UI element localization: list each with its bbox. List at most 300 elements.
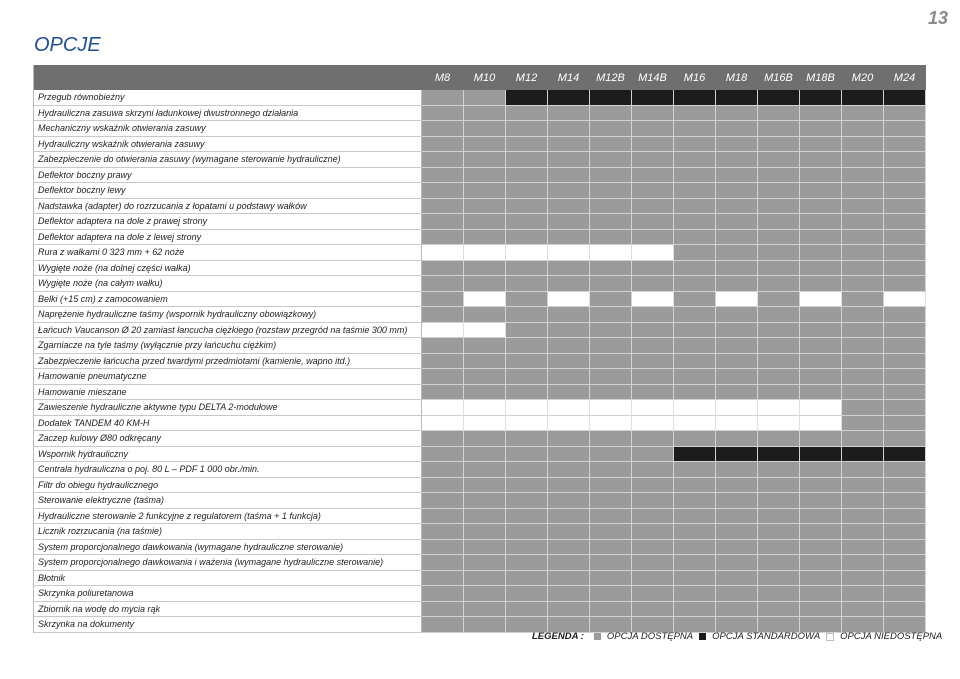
page-title: OPCJE: [34, 34, 101, 56]
option-cell-available: [548, 354, 590, 370]
option-cell-available: [590, 509, 632, 525]
option-cell-available: [506, 214, 548, 230]
option-cell-available: [590, 199, 632, 215]
option-cell-available: [506, 152, 548, 168]
option-cell-available: [674, 431, 716, 447]
option-cell-standard: [674, 447, 716, 463]
model-header-m14b: M14B: [632, 65, 674, 90]
table-row: [34, 354, 926, 370]
option-cell-available: [842, 183, 884, 199]
option-cell-available: [842, 152, 884, 168]
option-cell-standard: [842, 90, 884, 106]
option-label: Hamowanie mieszane: [34, 385, 422, 401]
option-cell-available: [590, 431, 632, 447]
legend-label-available: OPCJA DOSTĘPNA: [606, 631, 694, 642]
option-cell-available: [590, 524, 632, 540]
option-cell-available: [674, 292, 716, 308]
option-cell-available: [632, 121, 674, 137]
option-cell-available: [758, 245, 800, 261]
option-cell-available: [632, 276, 674, 292]
table-row: [34, 214, 926, 230]
table-row: [34, 121, 926, 137]
option-cell-standard: [632, 90, 674, 106]
option-cell-available: [632, 571, 674, 587]
option-cell-available: [506, 168, 548, 184]
option-cell-available: [884, 555, 926, 571]
option-cell-available: [674, 323, 716, 339]
option-cell-available: [422, 261, 464, 277]
table-row: [34, 199, 926, 215]
option-cell-available: [422, 617, 464, 633]
option-cell-available: [884, 230, 926, 246]
option-cell-available: [464, 617, 506, 633]
option-cell-available: [548, 540, 590, 556]
option-cell-available: [506, 276, 548, 292]
option-cell-available: [548, 431, 590, 447]
model-header-m8: M8: [422, 65, 464, 90]
option-cell-available: [590, 121, 632, 137]
option-label: Wygięte noże (na dolnej części wałka): [34, 261, 422, 277]
option-cell-available: [674, 137, 716, 153]
option-cell-available: [506, 509, 548, 525]
option-cell-available: [884, 416, 926, 432]
legend-swatch-available: [594, 633, 601, 640]
table-row: [34, 478, 926, 494]
option-cell-available: [632, 307, 674, 323]
option-cell-available: [422, 214, 464, 230]
option-cell-available: [422, 292, 464, 308]
option-cell-standard: [716, 447, 758, 463]
option-cell-available: [842, 168, 884, 184]
option-cell-available: [716, 152, 758, 168]
option-cell-available: [884, 586, 926, 602]
option-cell-available: [506, 261, 548, 277]
option-cell-available: [632, 493, 674, 509]
option-cell-available: [758, 338, 800, 354]
option-cell-unavailable: [464, 245, 506, 261]
option-cell-available: [422, 276, 464, 292]
option-cell-available: [758, 354, 800, 370]
option-cell-available: [506, 571, 548, 587]
option-cell-available: [590, 385, 632, 401]
option-cell-unavailable: [674, 400, 716, 416]
option-cell-available: [800, 261, 842, 277]
option-label: Skrzynka poliuretanowa: [34, 586, 422, 602]
option-cell-available: [884, 509, 926, 525]
option-cell-available: [464, 602, 506, 618]
option-cell-unavailable: [464, 323, 506, 339]
model-header-m16: M16: [674, 65, 716, 90]
option-cell-available: [422, 137, 464, 153]
option-cell-available: [674, 509, 716, 525]
table-row: [34, 152, 926, 168]
option-cell-available: [590, 307, 632, 323]
option-cell-available: [506, 602, 548, 618]
table-row: [34, 540, 926, 556]
option-cell-available: [884, 385, 926, 401]
option-cell-available: [506, 431, 548, 447]
option-label: Skrzynka na dokumenty: [34, 617, 422, 633]
option-cell-available: [422, 152, 464, 168]
option-cell-available: [842, 524, 884, 540]
option-cell-unavailable: [590, 400, 632, 416]
header-corner: [34, 65, 422, 90]
option-cell-available: [632, 214, 674, 230]
option-cell-available: [800, 586, 842, 602]
option-cell-available: [422, 369, 464, 385]
option-cell-unavailable: [464, 292, 506, 308]
option-cell-standard: [800, 90, 842, 106]
option-cell-available: [716, 431, 758, 447]
option-cell-available: [842, 431, 884, 447]
option-cell-available: [758, 152, 800, 168]
option-cell-available: [590, 261, 632, 277]
option-label: Łańcuch Vaucanson Ø 20 zamiast łancucha ciężkiego (rozstaw przegród na taśmie 300 mm): [34, 323, 422, 339]
option-cell-available: [548, 602, 590, 618]
option-cell-available: [800, 602, 842, 618]
option-cell-available: [884, 168, 926, 184]
option-cell-available: [464, 431, 506, 447]
legend-swatch-standard: [699, 633, 706, 640]
option-cell-unavailable: [548, 416, 590, 432]
option-cell-available: [800, 431, 842, 447]
option-cell-available: [800, 462, 842, 478]
option-cell-available: [632, 183, 674, 199]
option-cell-available: [506, 369, 548, 385]
option-label: Nadstawka (adapter) do rozrzucania z łopatami u podstawy wałków: [34, 199, 422, 215]
option-label: Mechaniczny wskaźnik otwierania zasuwy: [34, 121, 422, 137]
option-cell-available: [464, 307, 506, 323]
option-cell-available: [464, 478, 506, 494]
option-cell-unavailable: [632, 245, 674, 261]
option-cell-available: [716, 571, 758, 587]
option-label: Rura z wałkami 0 323 mm + 62 noże: [34, 245, 422, 261]
option-cell-available: [548, 493, 590, 509]
option-cell-available: [632, 586, 674, 602]
option-cell-standard: [842, 447, 884, 463]
option-cell-available: [674, 385, 716, 401]
option-cell-available: [716, 354, 758, 370]
option-cell-available: [590, 152, 632, 168]
option-cell-available: [884, 462, 926, 478]
option-cell-available: [590, 447, 632, 463]
option-cell-available: [842, 245, 884, 261]
option-cell-available: [674, 586, 716, 602]
option-cell-available: [716, 509, 758, 525]
option-cell-available: [800, 152, 842, 168]
option-label: Wspornik hydrauliczny: [34, 447, 422, 463]
option-cell-available: [842, 478, 884, 494]
option-cell-available: [716, 602, 758, 618]
option-cell-standard: [758, 90, 800, 106]
option-cell-standard: [590, 90, 632, 106]
option-cell-available: [506, 199, 548, 215]
option-cell-available: [506, 555, 548, 571]
option-cell-available: [674, 261, 716, 277]
option-cell-unavailable: [548, 245, 590, 261]
option-label: Deflektor boczny lewy: [34, 183, 422, 199]
option-cell-available: [758, 261, 800, 277]
option-cell-available: [674, 214, 716, 230]
option-cell-available: [884, 493, 926, 509]
option-cell-available: [716, 540, 758, 556]
model-header-m12: M12: [506, 65, 548, 90]
option-cell-standard: [548, 90, 590, 106]
option-cell-standard: [674, 90, 716, 106]
table-header-row: [34, 65, 926, 90]
option-cell-available: [632, 369, 674, 385]
option-cell-available: [674, 245, 716, 261]
option-cell-available: [464, 90, 506, 106]
option-label: Zabezpieczenie do otwierania zasuwy (wymagane sterowanie hydrauliczne): [34, 152, 422, 168]
table-row: [34, 416, 926, 432]
option-cell-available: [758, 323, 800, 339]
table-row: [34, 385, 926, 401]
option-cell-available: [548, 168, 590, 184]
option-cell-available: [632, 478, 674, 494]
table-row: [34, 183, 926, 199]
option-cell-available: [548, 307, 590, 323]
option-cell-available: [758, 106, 800, 122]
option-cell-available: [716, 385, 758, 401]
option-cell-available: [842, 369, 884, 385]
option-cell-available: [800, 245, 842, 261]
option-cell-unavailable: [716, 416, 758, 432]
table-row: [34, 524, 926, 540]
option-cell-available: [464, 354, 506, 370]
option-label: System proporcjonalnego dawkowania i ważenia (wymagane hydrauliczne sterowanie): [34, 555, 422, 571]
option-cell-available: [674, 199, 716, 215]
option-cell-available: [632, 106, 674, 122]
model-header-m18b: M18B: [800, 65, 842, 90]
option-cell-available: [548, 183, 590, 199]
option-label: Wygięte noże (na całym wałku): [34, 276, 422, 292]
legend-label-standard: OPCJA STANDARDOWA: [712, 631, 821, 642]
option-cell-available: [800, 106, 842, 122]
option-cell-unavailable: [464, 400, 506, 416]
option-cell-available: [590, 540, 632, 556]
option-cell-available: [590, 586, 632, 602]
option-cell-available: [506, 354, 548, 370]
option-cell-available: [464, 137, 506, 153]
table-row: [34, 276, 926, 292]
model-header-m24: M24: [884, 65, 926, 90]
option-cell-available: [632, 524, 674, 540]
option-cell-available: [464, 493, 506, 509]
model-header-m12b: M12B: [590, 65, 632, 90]
option-cell-available: [464, 199, 506, 215]
option-cell-available: [632, 199, 674, 215]
option-cell-unavailable: [758, 416, 800, 432]
option-cell-available: [548, 447, 590, 463]
option-cell-available: [590, 168, 632, 184]
option-cell-unavailable: [800, 400, 842, 416]
option-cell-available: [758, 199, 800, 215]
option-cell-available: [758, 137, 800, 153]
table-row: [34, 462, 926, 478]
option-cell-available: [758, 462, 800, 478]
option-cell-available: [716, 230, 758, 246]
option-cell-available: [590, 276, 632, 292]
option-cell-available: [632, 385, 674, 401]
option-cell-available: [758, 586, 800, 602]
option-cell-available: [674, 571, 716, 587]
option-cell-available: [842, 602, 884, 618]
option-cell-standard: [506, 90, 548, 106]
option-cell-available: [590, 214, 632, 230]
legend-label-unavailable: OPCJA NIEDOSTĘPNA: [840, 631, 943, 642]
option-cell-available: [758, 509, 800, 525]
option-cell-available: [716, 478, 758, 494]
option-cell-unavailable: [548, 292, 590, 308]
option-cell-available: [632, 354, 674, 370]
option-cell-available: [884, 307, 926, 323]
option-cell-available: [464, 462, 506, 478]
option-cell-available: [758, 307, 800, 323]
option-cell-available: [800, 276, 842, 292]
option-cell-available: [632, 168, 674, 184]
option-cell-available: [842, 555, 884, 571]
option-cell-available: [842, 416, 884, 432]
option-cell-available: [674, 369, 716, 385]
option-cell-available: [506, 292, 548, 308]
option-cell-available: [590, 602, 632, 618]
option-cell-available: [464, 230, 506, 246]
option-cell-available: [884, 478, 926, 494]
option-cell-available: [674, 478, 716, 494]
option-label: Zbiornik na wodę do mycia rąk: [34, 602, 422, 618]
option-cell-unavailable: [884, 292, 926, 308]
option-cell-available: [422, 431, 464, 447]
option-cell-available: [548, 199, 590, 215]
option-cell-available: [716, 555, 758, 571]
option-cell-available: [674, 307, 716, 323]
option-cell-standard: [884, 90, 926, 106]
option-cell-available: [548, 509, 590, 525]
option-cell-available: [884, 369, 926, 385]
option-cell-available: [842, 462, 884, 478]
table-row: [34, 555, 926, 571]
option-cell-available: [464, 183, 506, 199]
table-row: [34, 90, 926, 106]
option-cell-available: [674, 276, 716, 292]
option-label: Belki (+15 cm) z zamocowaniem: [34, 292, 422, 308]
option-cell-available: [674, 152, 716, 168]
option-cell-available: [674, 540, 716, 556]
table-row: [34, 137, 926, 153]
option-cell-available: [422, 385, 464, 401]
option-cell-available: [842, 121, 884, 137]
option-label: Deflektor adaptera na dole z lewej strony: [34, 230, 422, 246]
option-cell-available: [716, 524, 758, 540]
option-cell-available: [758, 431, 800, 447]
table-row: [34, 509, 926, 525]
option-cell-available: [464, 555, 506, 571]
option-cell-available: [506, 385, 548, 401]
option-cell-available: [464, 106, 506, 122]
option-cell-available: [422, 540, 464, 556]
option-cell-available: [590, 478, 632, 494]
option-cell-available: [758, 571, 800, 587]
option-cell-available: [464, 152, 506, 168]
option-cell-available: [548, 369, 590, 385]
option-cell-standard: [884, 447, 926, 463]
option-cell-available: [716, 199, 758, 215]
model-header-m20: M20: [842, 65, 884, 90]
option-cell-available: [422, 230, 464, 246]
option-cell-available: [506, 183, 548, 199]
option-cell-unavailable: [506, 245, 548, 261]
option-cell-available: [590, 106, 632, 122]
option-cell-available: [422, 478, 464, 494]
option-cell-available: [422, 462, 464, 478]
option-cell-available: [548, 385, 590, 401]
option-label: Naprężenie hydrauliczne taśmy (wspornik hydrauliczny obowiązkowy): [34, 307, 422, 323]
option-cell-available: [422, 493, 464, 509]
option-cell-available: [464, 586, 506, 602]
option-cell-available: [590, 230, 632, 246]
option-cell-available: [506, 540, 548, 556]
option-cell-available: [632, 509, 674, 525]
table-row: [34, 230, 926, 246]
option-cell-available: [632, 137, 674, 153]
option-cell-available: [842, 106, 884, 122]
option-cell-available: [590, 137, 632, 153]
table-row: [34, 493, 926, 509]
option-label: Przegub równobieżny: [34, 90, 422, 106]
option-cell-available: [590, 462, 632, 478]
option-cell-available: [716, 276, 758, 292]
option-cell-available: [674, 183, 716, 199]
option-label: Zabezpieczenie łańcucha przed twardymi przedmiotami (kamienie, wapno itd.): [34, 354, 422, 370]
option-cell-available: [674, 602, 716, 618]
option-cell-available: [884, 431, 926, 447]
options-table: [33, 65, 926, 633]
option-cell-available: [632, 152, 674, 168]
option-cell-available: [464, 121, 506, 137]
option-cell-available: [800, 230, 842, 246]
option-cell-available: [758, 183, 800, 199]
option-cell-standard: [758, 447, 800, 463]
option-cell-unavailable: [800, 416, 842, 432]
table-row: [34, 261, 926, 277]
option-cell-available: [548, 106, 590, 122]
option-cell-available: [800, 385, 842, 401]
option-cell-available: [674, 354, 716, 370]
option-cell-unavailable: [422, 245, 464, 261]
option-cell-available: [716, 307, 758, 323]
table-row: [34, 106, 926, 122]
option-cell-unavailable: [422, 416, 464, 432]
option-cell-available: [674, 462, 716, 478]
option-cell-available: [548, 555, 590, 571]
table-row: [34, 245, 926, 261]
option-cell-available: [590, 338, 632, 354]
option-cell-available: [674, 493, 716, 509]
option-cell-available: [632, 431, 674, 447]
option-cell-available: [422, 121, 464, 137]
option-label: Licznik rozrzucania (na taśmie): [34, 524, 422, 540]
option-cell-available: [548, 121, 590, 137]
option-cell-available: [548, 571, 590, 587]
model-header-m10: M10: [464, 65, 506, 90]
option-cell-available: [506, 586, 548, 602]
option-cell-available: [632, 462, 674, 478]
option-label: Błotnik: [34, 571, 422, 587]
option-cell-unavailable: [590, 416, 632, 432]
option-cell-unavailable: [758, 400, 800, 416]
option-cell-available: [758, 214, 800, 230]
